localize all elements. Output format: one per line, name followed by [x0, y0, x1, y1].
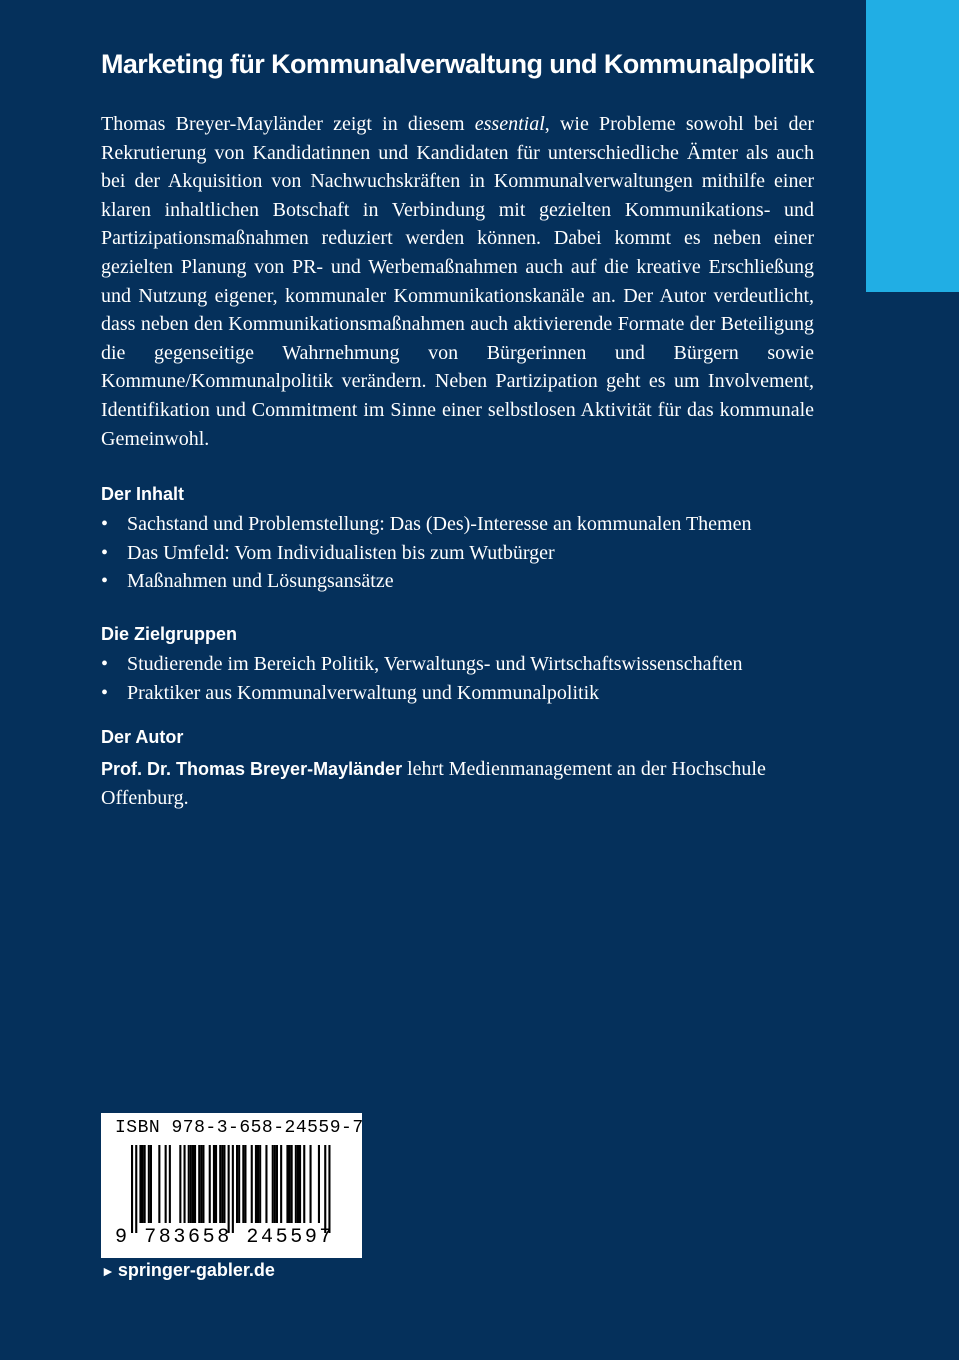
list-item: [101, 567, 814, 596]
barcode-bar: [276, 1145, 278, 1223]
bullet: •: [101, 681, 109, 704]
intro-text-before: Thomas Breyer-Mayländer zeigt in diesem: [101, 113, 475, 135]
barcode-bar: [150, 1145, 152, 1223]
list-item: [101, 650, 814, 679]
isbn-barcode: [101, 1113, 362, 1258]
barcode-bar: [142, 1145, 144, 1223]
barcode-bar: [295, 1145, 297, 1223]
barcode-bar: [303, 1145, 305, 1223]
barcode-bar: [297, 1145, 299, 1223]
arrow-icon: ►: [101, 1263, 115, 1279]
autor-heading: Der Autor: [101, 727, 184, 748]
barcode-bar: [299, 1145, 301, 1223]
barcode-bar: [328, 1145, 330, 1233]
barcode-bar: [244, 1145, 246, 1223]
barcode-bar: [228, 1145, 230, 1233]
list-item: [101, 510, 814, 539]
bullet: •: [101, 652, 109, 675]
barcode-bar: [179, 1145, 181, 1223]
bullet: •: [101, 541, 109, 564]
website-url: springer-gabler.de: [117, 1260, 275, 1280]
list-item-text: Maßnahmen und Lösungsansätze: [127, 570, 394, 593]
back-cover-content: [101, 110, 814, 812]
book-title: Marketing für Kommunalverwaltung und Kommunalpolitik: [101, 49, 814, 79]
list-item-text: Studierende im Bereich Politik, Verwaltungs- und Wirtschaftswissenschaften: [127, 652, 743, 675]
barcode-bar: [221, 1145, 223, 1223]
barcode-bar: [198, 1145, 200, 1223]
barcode-bar: [190, 1145, 192, 1223]
barcode-bar: [158, 1145, 160, 1223]
barcode-bar: [223, 1145, 225, 1223]
barcode-bar: [265, 1145, 267, 1223]
barcode-bar: [148, 1145, 150, 1223]
barcode-bar: [219, 1145, 221, 1223]
barcode-bars: [131, 1145, 331, 1237]
list-item-text: Praktiker aus Kommunalverwaltung und Kommunalpolitik: [127, 681, 600, 704]
barcode-bar: [213, 1145, 215, 1223]
bullet: •: [101, 570, 109, 593]
inhalt-list: [101, 510, 814, 596]
intro-emphasis: essential: [474, 113, 545, 135]
barcode-bar: [232, 1145, 234, 1233]
barcode-bar: [238, 1145, 240, 1223]
barcode-bar: [259, 1145, 261, 1223]
author-name: Prof. Dr. Thomas Breyer-Mayländer: [101, 759, 403, 780]
accent-bar: [866, 0, 959, 292]
list-item: [101, 679, 814, 708]
list-item-text: Das Umfeld: Vom Individualisten bis zum Wutbürger: [127, 541, 555, 564]
barcode-bar: [286, 1145, 288, 1223]
barcode-bar: [169, 1145, 171, 1223]
author-description: lehrt Medienmanagement an der Hochschule Offenburg.: [101, 758, 766, 809]
barcode-bar: [144, 1145, 146, 1223]
barcode-bar: [200, 1145, 202, 1223]
barcode-bar: [202, 1145, 204, 1223]
list-item-text: Sachstand und Problemstellung: Das (Des)-Interesse an kommunalen Themen: [127, 513, 752, 536]
barcode-bar: [184, 1145, 186, 1223]
intro-paragraph: [101, 110, 814, 453]
list-item: [101, 539, 814, 568]
barcode-bar: [209, 1145, 211, 1223]
barcode-bar: [194, 1145, 196, 1223]
author-bio: [101, 755, 814, 812]
barcode-bar: [255, 1145, 257, 1223]
barcode-bar: [280, 1145, 282, 1223]
publisher-website[interactable]: [101, 1260, 275, 1281]
isbn-label: ISBN 978-3-658-24559-7: [115, 1118, 364, 1138]
zielgruppen-list: [101, 650, 814, 707]
barcode-bar: [131, 1145, 133, 1233]
barcode-bar: [165, 1145, 167, 1223]
barcode-bar: [272, 1145, 274, 1223]
barcode-bar: [310, 1145, 312, 1223]
intro-text-after: , wie Probleme sowohl bei der Rekrutierung von Kandidatinnen und Kandidaten für unterschiedliche Ämter als auch bei der Akquisition von Nachwuchskräften in Kommunalverwaltungen mithilfe einer klaren inhaltlichen Botschaft in Verbindung mit gezielten Kommunikations- und Partizipationsmaßnahmen reduziert werden können. Dabei kommt es neben einer gezielten Planung von PR- und Werbemaßnahmen auch auf die kreative Erschließung und Nutzung eigener, kommunaler Kommunikationskanäle an. Der Autor verdeutlicht, dass neben den Kommunikationsmaßnahmen auch aktivierende Formate der Beteiligung die gegenseitige Wahrnehmung von Bürgerinnen und Bürgern sowie Kommune/Kommunalpolitik verändern. Neben Partizipation geht es um Involvement, Identifikation und Commitment im Sinne einer selbstlosen Aktivität für das kommunale Gemeinwohl.: [101, 113, 815, 450]
ean-digits: 9 783658 245597: [115, 1226, 335, 1249]
barcode-bar: [139, 1145, 141, 1223]
barcode-bar: [318, 1145, 320, 1223]
barcode-bar: [135, 1145, 137, 1233]
barcode-bar: [289, 1145, 291, 1223]
barcode-bar: [291, 1145, 293, 1223]
barcode-bar: [251, 1145, 253, 1223]
barcode-bar: [215, 1145, 217, 1223]
bullet: •: [101, 513, 109, 536]
barcode-bar: [324, 1145, 326, 1233]
inhalt-heading: Der Inhalt: [101, 484, 185, 505]
barcode-bar: [192, 1145, 194, 1223]
barcode-bar: [257, 1145, 259, 1223]
barcode-bar: [188, 1145, 190, 1223]
barcode-bar: [236, 1145, 238, 1223]
zielgruppen-heading: Die Zielgruppen: [101, 623, 238, 644]
barcode-bar: [274, 1145, 276, 1223]
barcode-bar: [242, 1145, 244, 1223]
